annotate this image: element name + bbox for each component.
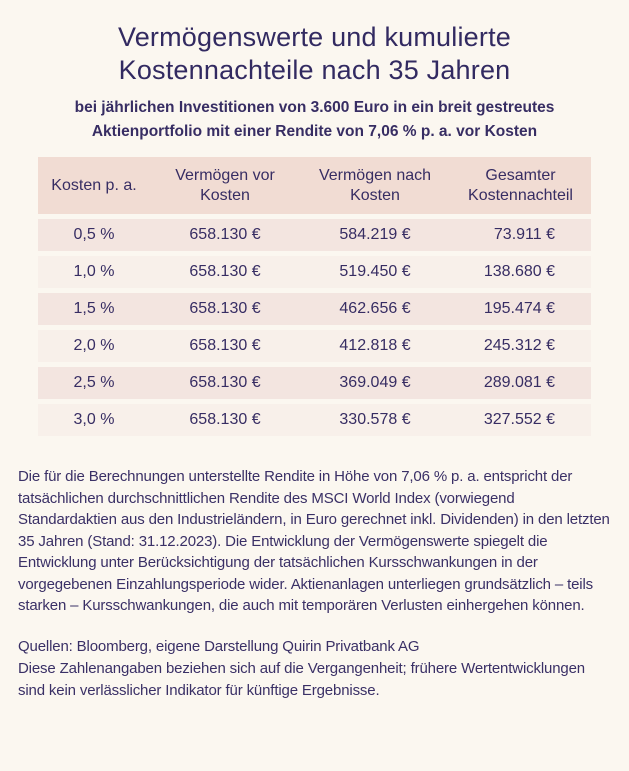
page-title [0,21,629,87]
table-row [38,256,591,288]
cell-kostennachteil: 138.680 € [450,256,591,288]
cell-kosten: 2,5 % [38,367,150,399]
cell-vermoegen-nach: 584.219 € [300,219,450,251]
table-header-row [38,157,591,214]
column-header-vermoegen-nach-kosten: Vermögen nach Kosten [300,157,450,214]
cell-vermoegen-nach: 369.049 € [300,367,450,399]
cell-vermoegen-vor: 658.130 € [150,219,300,251]
cell-kostennachteil: 289.081 € [450,367,591,399]
cell-kosten: 1,0 % [38,256,150,288]
cell-kostennachteil: 73.911 € [450,219,591,251]
cell-vermoegen-vor: 658.130 € [150,256,300,288]
footnote-text: Die für die Berechnungen unterstellte Rendite in Höhe von 7,06 % p. a. entspricht der tatsächlichen durchschnittlichen Rendite des MSCI World Index (vorwiegend Standardaktien aus den Industrieländern, in Euro gerechnet inkl. Dividenden) in den letzten 35 Jahren (Stand: 31.12.2023). Die Entwicklung der Vermögenswerte spiegelt die Entwicklung unter Berücksichtigung der tatsächlichen Kursschwankungen in der vorgegebenen Einzahlungsperiode wider. Aktienanlagen unterliegen grundsätzlich – teils starken – Kursschwankungen, die auch mit temporären Verlusten einhergehen können. [18,468,610,614]
column-header-gesamter-kostennachteil: Gesamter Kostennachteil [450,157,591,214]
page-title-line1: Vermögenswerte und kumulierte [117,22,511,52]
cell-kosten: 2,0 % [38,330,150,362]
cell-vermoegen-nach: 462.656 € [300,293,450,325]
cell-kostennachteil: 195.474 € [450,293,591,325]
cell-kostennachteil: 245.312 € [450,330,591,362]
cost-table [38,152,591,441]
table-row [38,330,591,362]
cell-vermoegen-vor: 658.130 € [150,367,300,399]
cell-vermoegen-vor: 658.130 € [150,293,300,325]
infographic-page [0,21,629,771]
table-row [38,219,591,251]
cell-kosten: 0,5 % [38,219,150,251]
cell-vermoegen-vor: 658.130 € [150,404,300,436]
page-subtitle-line1: bei jährlichen Investitionen von 3.600 Euro in ein breit gestreutes [74,99,555,116]
disclaimer-text: Diese Zahlenangaben beziehen sich auf die Vergangenheit; frühere Wertentwicklungen sind kein verlässlicher Indikator für künftige Ergebnisse. [18,660,585,699]
page-title-line2: Kostennachteile nach 35 Jahren [118,55,511,85]
table-row [38,404,591,436]
column-header-kosten-pa: Kosten p. a. [38,157,150,214]
cell-kostennachteil: 327.552 € [450,404,591,436]
cell-vermoegen-nach: 330.578 € [300,404,450,436]
cell-vermoegen-nach: 519.450 € [300,256,450,288]
page-subtitle-line2: Aktienportfolio mit einer Rendite von 7,06 % p. a. vor Kosten [91,123,538,140]
cell-vermoegen-nach: 412.818 € [300,330,450,362]
column-header-vermoegen-vor-kosten: Vermögen vor Kosten [150,157,300,214]
table-row [38,293,591,325]
cell-kosten: 3,0 % [38,404,150,436]
sources-text: Quellen: Bloomberg, eigene Darstellung Quirin Privatbank AG [18,637,420,655]
page-subtitle [10,96,619,144]
cell-kosten: 1,5 % [38,293,150,325]
cell-vermoegen-vor: 658.130 € [150,330,300,362]
table-row [38,367,591,399]
